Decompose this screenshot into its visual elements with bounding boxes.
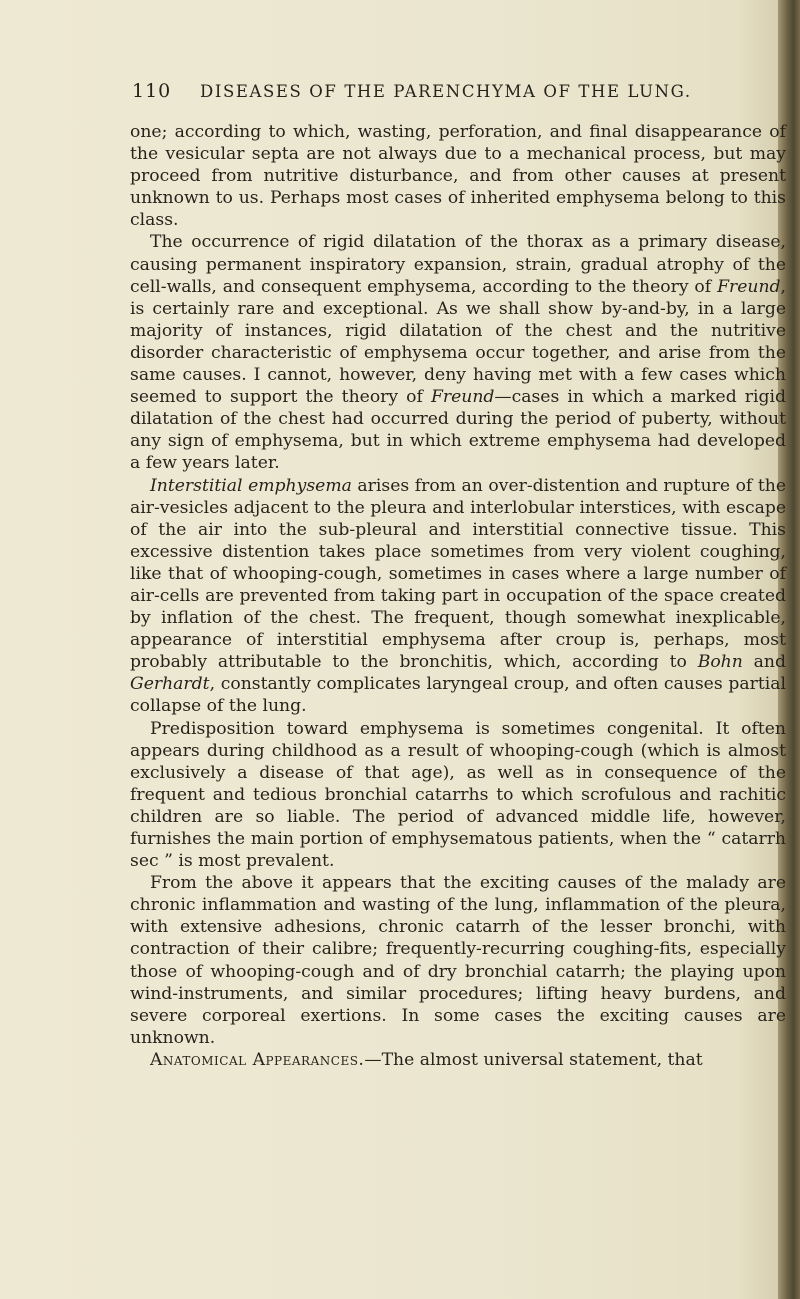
paragraph-6 [130,1049,786,1071]
paragraph-text: , constantly complicates laryngeal croup, and often causes partial collapse of the lung. [130,674,786,717]
running-title: DISEASES OF THE PARENCHYMA OF THE LUNG. [200,82,692,101]
paragraph-text: , is certainly rare and exceptional. As we shall show by-and-by, in a large majority of instances, rigid dilatation of the chest and the nutritive disorder characteristic of emphysema occur together, and arise from the same causes. I cannot, however, deny having met with a few cases which seemed to support the theory of [130,276,786,408]
page-body [130,121,786,1071]
paragraph-text: From the above it appears that the exciting causes of the malady are chronic inflammation and wasting of the lung, inflammation of the pleura, with extensive adhesions, chronic catarrh of the lesser bronchi, with contraction of their calibre; frequently-recurring coughing-fits, especially those of whooping-cough and of dry bronchial catarrh; the playing upon wind-instruments, and similar procedures; lifting heavy burdens, and severe corporeal exertions. In some cases the exciting causes are unknown. [130,873,786,1048]
paragraph-text: —The almost universal statement, that [364,1049,703,1070]
paragraph-5 [130,872,786,1049]
paragraph-text: —cases in which a marked rigid dilatation of the chest had occurred during the period of puberty, without any sign of emphysema, but in which extreme emphysema had developed a few years later. [130,387,786,474]
paragraph-text: one; according to which, wasting, perforation, and final disappearance of the vesicular septa are not always due to a mechanical process, but may proceed from nutritive disturbance, and from other causes at present unknown to us. Perhaps most cases of inherited emphysema belong to this class. [130,122,786,231]
paragraph-3 [130,475,786,718]
paragraph-text: arises from an over-distention and rupture of the air-vesicles adjacent to the pleura and interlobular interstices, with escape of the air into the sub-pleural and interstitial connective tissue. This excessive distention takes place sometimes from very violent coughing, like that of whooping-cough, sometimes in cases where a large number of air-cells are prevented from taking part in occupation of the space created by inflation of the chest. The frequent, though somewhat inexplicable, appearance of interstitial emphysema after croup is, perhaps, most probably attributable to the bronchitis, which, according to [130,475,786,673]
page-header [132,80,772,108]
author-name-italic: Gerhardt [130,674,210,695]
paragraph-2 [130,231,786,474]
paragraph-text: and [742,652,786,673]
paragraph-1 [130,121,786,231]
author-name-italic: Freund [430,387,495,408]
author-name-italic: Bohn [697,652,743,673]
section-term-italic: Interstitial emphysema [150,475,352,496]
section-heading-small-caps: Anatomical Appearances. [150,1049,365,1070]
author-name-italic: Freund [717,276,781,297]
paragraph-text: Predisposition toward emphysema is sometimes congenital. It often appears during childhood as a result of whooping-cough (which is almost exclusively a disease of that age), as well as in consequence of the frequent and tedious bronchial catarrhs to which scrofulous and rachitic children are so liable. The period of advanced middle life, however, furnishes the main portion of emphysematous patients, when the “ catarrh sec ” is most prevalent. [130,718,786,872]
page-number: 110 [132,80,172,102]
paragraph-4 [130,718,786,873]
paragraph-text: The occurrence of rigid dilatation of the thorax as a primary disease, causing permanent inspiratory expansion, strain, gradual atrophy of the cell-walls, and consequent emphysema, according to the theory of [130,232,786,297]
